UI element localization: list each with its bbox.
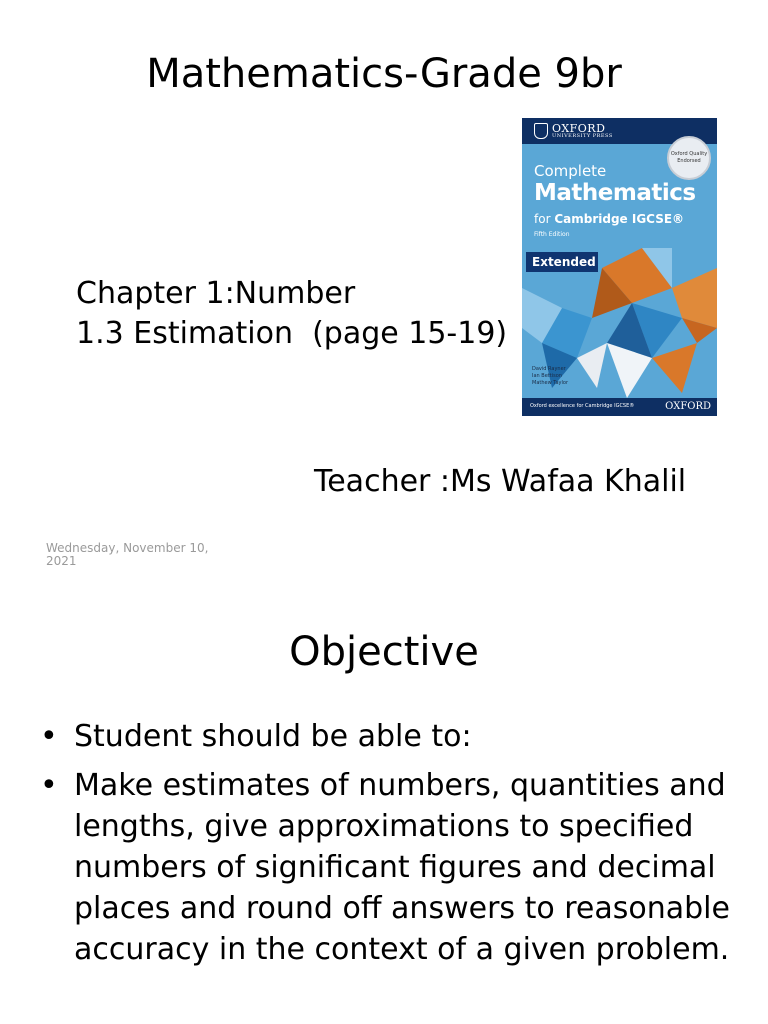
oxford-crest-icon: [534, 123, 548, 139]
slide-title: Objective: [289, 629, 479, 675]
book-title-line3: for Cambridge IGCSE®: [534, 212, 685, 226]
chapter-line: Chapter 1:Number: [76, 276, 356, 311]
chapter-info: [76, 274, 507, 354]
book-publisher: OXFORD: [552, 122, 606, 135]
section-line: 1.3 Estimation (page 15-19): [76, 316, 508, 351]
teacher-name: Teacher :Ms Wafaa Khalil: [314, 464, 687, 499]
book-footer-tag: Oxford excellence for Cambridge IGCSE®: [530, 403, 635, 409]
bullet-icon: •: [40, 768, 58, 803]
book-authors: David Rayner Ian Bettison Mathew Taylor: [532, 366, 569, 386]
book-publisher-sub: UNIVERSITY PRESS: [552, 133, 613, 139]
book-cover-footer: [522, 398, 717, 416]
objective-list: [40, 716, 740, 978]
book-title-line1: Complete: [534, 162, 607, 180]
book-cover-image: [522, 118, 717, 416]
endorsement-badge: Oxford Quality Endorsed: [667, 136, 711, 180]
book-edition: Fifth Edition: [534, 231, 570, 238]
book-footer-logo: OXFORD: [665, 401, 711, 412]
list-item: • Make estimates of numbers, quantities and lengths, give approximations to specified numbers of significant figures and decimal places and round off answers to reasonable accuracy in the context of a given problem.: [40, 765, 740, 970]
bullet-icon: •: [40, 719, 58, 754]
list-item: • Student should be able to:: [40, 716, 740, 757]
book-level-label: Extended: [526, 252, 598, 272]
slide-date: Wednesday, November 10, 2021: [46, 541, 209, 568]
slide-title: Mathematics-Grade 9br: [146, 51, 622, 97]
book-title-line2: Mathematics: [534, 180, 696, 206]
objective-slide: [0, 590, 768, 1024]
